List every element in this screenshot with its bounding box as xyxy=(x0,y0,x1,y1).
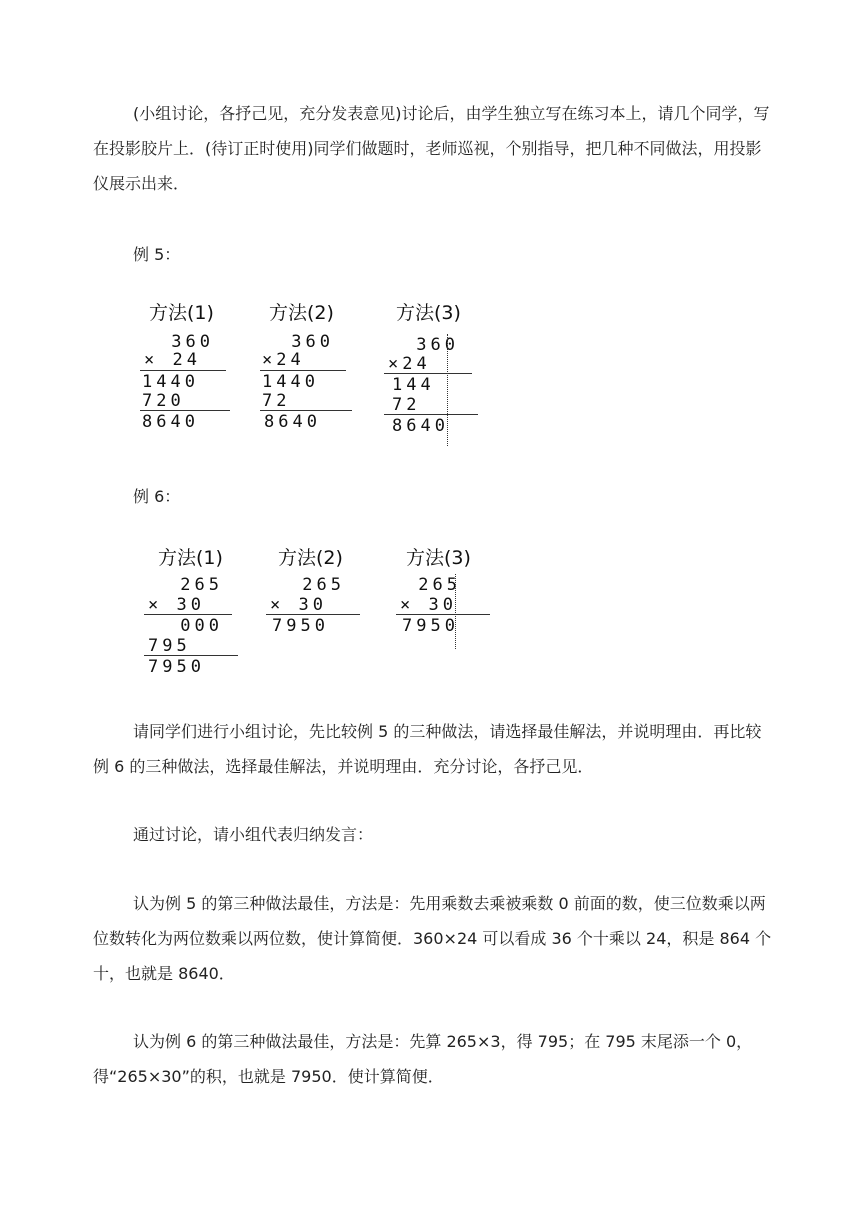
summary-lead-paragraph: 通过讨论，请小组代表归纳发言： xyxy=(133,825,374,844)
dotted-divider xyxy=(455,574,456,649)
product: 8640 xyxy=(264,412,321,432)
conclusion-example-5: 认为例 5 的第三种做法最佳，方法是：先用乘数去乘被乘数 0 前面的数，使三位数乘以两位数转化为两位数乘以两位数，使计算简便．360×24 可以看成 36 个十乘以 24，积是 864 个十，也就是 8640． xyxy=(93,894,772,983)
multiplier: × 30 xyxy=(400,595,457,615)
method-title: 方法(3) xyxy=(396,302,461,324)
method-title: 方法(1) xyxy=(149,302,214,324)
rule-line xyxy=(396,614,490,615)
compare-paragraph: 请同学们进行小组讨论，先比较例 5 的三种做法，请选择最佳解法，并说明理由．再比较例 6 的三种做法，选择最佳解法，并说明理由．充分讨论，各抒己见． xyxy=(93,722,762,776)
rule-line xyxy=(384,414,478,415)
partial-product-2: 795 xyxy=(148,636,191,656)
partial-product-2: 72 xyxy=(392,395,421,415)
partial-product-1: 000 xyxy=(166,616,223,636)
rule-line xyxy=(260,370,346,371)
partial-product-1: 1440 xyxy=(142,372,199,392)
rule-line xyxy=(144,614,232,615)
conclusion-example-6: 认为例 6 的第三种做法最佳，方法是：先算 265×3，得 795；在 795 末尾添一个 0，得“265×30”的积，也就是 7950．使计算简便． xyxy=(93,1032,753,1086)
rule-line xyxy=(266,614,360,615)
rule-line xyxy=(140,370,226,371)
multiplicand: 360 xyxy=(157,332,214,352)
product: 8640 xyxy=(142,412,199,432)
product: 7950 xyxy=(272,616,329,636)
partial-product-2: 720 xyxy=(142,391,185,411)
multiplier: ×24 xyxy=(262,350,305,370)
partial-product-1: 144 xyxy=(392,375,435,395)
product: 7950 xyxy=(148,657,205,677)
example-6-label: 例 6： xyxy=(133,487,181,506)
method-title: 方法(3) xyxy=(406,547,471,569)
intro-paragraph: (小组讨论，各抒己见，充分发表意见)讨论后，由学生独立写在练习本上，请几个同学，写在投影胶片上．(待订正时使用)同学们做题时，老师巡视，个别指导，把几种不同做法，用投影仪展示出来． xyxy=(93,104,770,193)
multiplier: × 24 xyxy=(144,350,201,370)
product: 7950 xyxy=(402,616,459,636)
multiplier: × 30 xyxy=(148,595,205,615)
multiplier: × 30 xyxy=(270,595,327,615)
method-title: 方法(2) xyxy=(269,302,334,324)
multiplicand: 265 xyxy=(166,575,223,595)
partial-product-1: 1440 xyxy=(262,372,319,392)
multiplicand: 360 xyxy=(277,332,334,352)
rule-line xyxy=(144,655,238,656)
multiplicand: 360 xyxy=(402,335,459,355)
multiplier: ×24 xyxy=(388,354,431,374)
example-5-label: 例 5： xyxy=(133,245,181,264)
rule-line xyxy=(384,373,472,374)
dotted-divider xyxy=(447,334,448,446)
partial-product-2: 72 xyxy=(262,391,291,411)
product: 8640 xyxy=(392,416,449,436)
rule-line xyxy=(140,410,230,411)
rule-line xyxy=(260,410,352,411)
multiplicand: 265 xyxy=(404,575,461,595)
method-title: 方法(1) xyxy=(158,547,223,569)
method-title: 方法(2) xyxy=(278,547,343,569)
multiplicand: 265 xyxy=(288,575,345,595)
